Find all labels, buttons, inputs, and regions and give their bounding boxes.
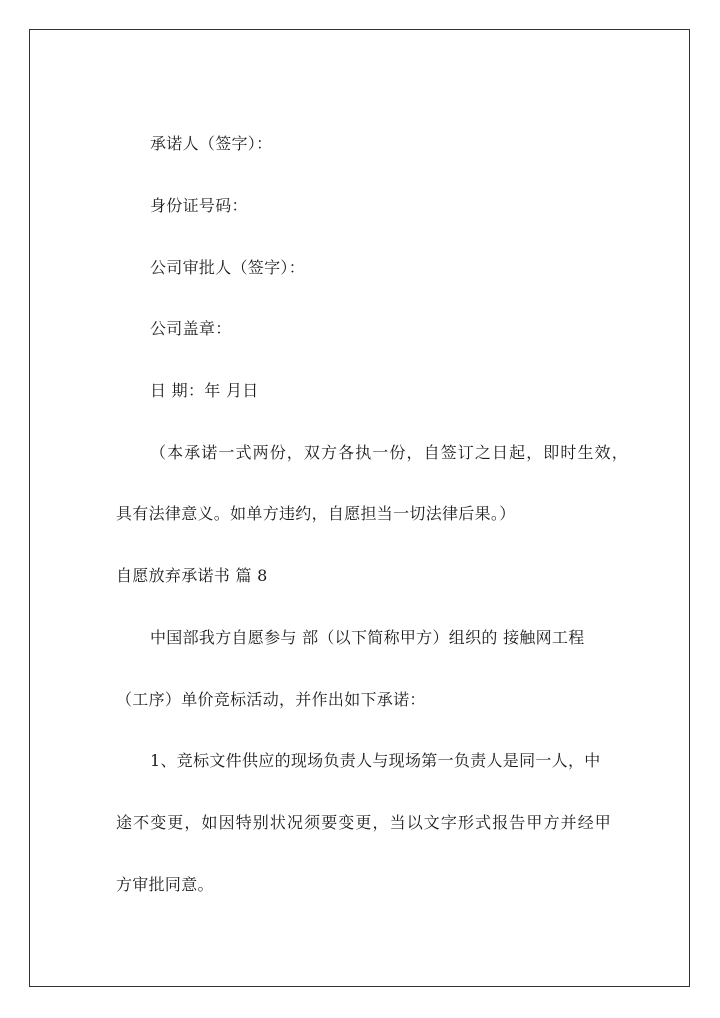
company-approver-line: 公司审批人（签字）： — [150, 258, 306, 277]
paragraph-line: （工序）单价竞标活动，并作出如下承诺： — [116, 690, 426, 709]
paragraph-line: 方审批同意。 — [116, 875, 214, 894]
id-number-line: 身份证号码： — [150, 196, 248, 215]
paragraph-line: 中国部我方自愿参与 部（以下简称甲方）组织的 接触网工程 — [150, 628, 585, 647]
company-seal-line: 公司盖章： — [150, 319, 232, 338]
signature-line: 承诺人（签字）： — [150, 134, 273, 153]
section-heading: 自愿放弃承诺书 篇 8 — [116, 566, 268, 585]
date-line: 日 期：年 月日 — [150, 381, 259, 400]
paragraph-line: 具有法律意义。如单方违约，自愿担当一切法律后果。） — [116, 504, 516, 523]
paragraph-line: 1、竞标文件供应的现场负责人与现场第一负责人是同一人，中 — [150, 751, 601, 770]
paragraph-line: （本承诺一式两份，双方各执一份，自签订之日起，即时生效， — [150, 443, 629, 462]
paragraph-line: 途不变更，如因特别状况须要变更，当以文字形式报告甲方并经甲 — [116, 813, 612, 832]
